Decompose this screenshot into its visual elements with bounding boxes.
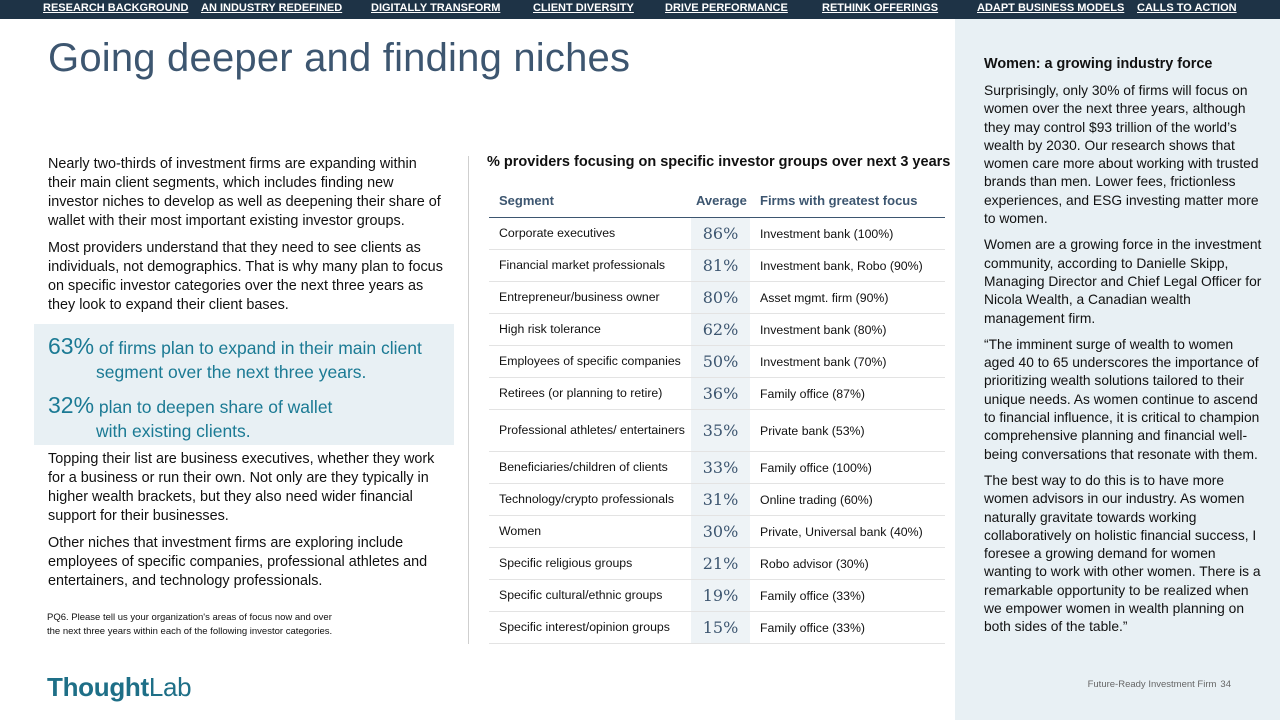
average-cell: 19% — [691, 580, 750, 611]
stat-callout — [34, 324, 454, 445]
footnote-line-1: PQ6. Please tell us your organization's areas of focus now and over — [47, 612, 332, 623]
footer-title: Future-Ready Investment Firm — [1087, 679, 1217, 690]
header-segment: Segment — [499, 193, 554, 208]
nav-research-background[interactable]: RESEARCH BACKGROUND — [43, 2, 189, 14]
segment-cell: Retirees (or planning to retire) — [499, 386, 663, 400]
nav-rethink-offerings[interactable]: RETHINK OFFERINGS — [822, 2, 939, 14]
footnote-line-2: the next three years within each of the following investor categories. — [47, 626, 333, 637]
segment-cell: Financial market professionals — [499, 258, 666, 272]
average-cell: 15% — [691, 612, 750, 643]
segment-cell: High risk tolerance — [499, 322, 601, 336]
sidebar-quote: The best way to do this is to have more women advisors in our industry. As women naturally gravitate towards working collaboratively on holistic financial success, I foresee a growing demand for women wanting to work with other women. There is a remarkable opportunity to be realized when we empower women in wealth planning on both sides of the table.” — [984, 472, 1261, 635]
segment-cell: Specific interest/opinion groups — [499, 620, 670, 634]
average-cell: 35% — [691, 410, 750, 451]
firms-cell: Online trading (60%) — [760, 492, 873, 507]
nav-an-industry-redefined[interactable]: AN INDUSTRY REDEFINED — [201, 2, 343, 14]
segment-cell: Beneficiaries/children of clients — [499, 460, 668, 474]
firms-cell: Investment bank (100%) — [760, 226, 894, 241]
table-row — [489, 452, 945, 484]
stat-deepen-percent: 32% — [48, 392, 95, 418]
body-text — [48, 450, 446, 599]
sidebar-paragraph: Surprisingly, only 30% of firms will focus on women over the next three years, although they may control $93 trillion of the world’s wealth by 2030. Our research shows that women care more about working with trusted brands than men. Lower fees, frictionless experiences, and ESG investing matter more to women. — [984, 83, 1259, 227]
stat-deepen — [48, 393, 332, 443]
firms-cell: Family office (87%) — [760, 386, 866, 401]
firms-cell: Investment bank (70%) — [760, 354, 887, 369]
average-cell: 62% — [691, 314, 750, 345]
table-row — [489, 282, 945, 314]
average-cell: 21% — [691, 548, 750, 579]
table-row — [489, 548, 945, 580]
firms-cell: Private, Universal bank (40%) — [760, 524, 923, 539]
page-title: Going deeper and finding niches — [48, 36, 631, 80]
table-row — [489, 346, 945, 378]
body-paragraph: Other niches that investment firms are exploring include employees of specific companies, professional athletes and entertainers, and technology professionals. — [48, 535, 428, 589]
page-footer — [1088, 679, 1231, 690]
nav-client-diversity[interactable]: CLIENT DIVERSITY — [533, 2, 634, 14]
sidebar-paragraph: Women are a growing force in the investment community, according to Danielle Skipp, Managing Director and Chief Legal Officer for Nicola Wealth, a Canadian wealth management firm. — [984, 237, 1262, 326]
logo-thought: Thought — [47, 672, 149, 702]
stat-expand-text: of firms plan to expand in their main client — [94, 338, 422, 358]
intro-paragraph: Nearly two-thirds of investment firms are expanding within their main client segments, which includes finding new investor niches to develop as well as deepening their share of wallet with their most important existing investor groups. — [48, 156, 441, 229]
segment-cell: Specific cultural/ethnic groups — [499, 588, 663, 602]
stat-expand — [48, 334, 422, 384]
header-average: Average — [696, 193, 747, 208]
header-firms: Firms with greatest focus — [760, 193, 918, 208]
segment-cell: Entrepreneur/business owner — [499, 290, 660, 304]
average-cell: 31% — [691, 484, 750, 515]
average-cell: 86% — [691, 218, 750, 249]
segment-cell: Technology/crypto professionals — [499, 492, 674, 506]
segment-cell: Employees of specific companies — [499, 354, 681, 368]
table-header — [489, 186, 945, 218]
segment-cell: Specific religious groups — [499, 556, 633, 570]
table-body — [489, 218, 945, 644]
intro-paragraph: Most providers understand that they need to see clients as individuals, not demographics. That is why many plan to focus on specific investor categories over the next three years as they look to expand their client bases. — [48, 240, 443, 313]
page-number: 34 — [1220, 679, 1231, 690]
table-row — [489, 378, 945, 410]
nav-digitally-transform[interactable]: DIGITALLY TRANSFORM — [371, 2, 501, 14]
average-cell: 36% — [691, 378, 750, 409]
firms-cell: Investment bank (80%) — [760, 322, 887, 337]
firms-cell: Family office (33%) — [760, 588, 866, 603]
average-cell: 50% — [691, 346, 750, 377]
table-row — [489, 612, 945, 644]
table-row — [489, 580, 945, 612]
average-cell: 30% — [691, 516, 750, 547]
table-title: % providers focusing on specific investor groups over next 3 years — [487, 154, 951, 170]
average-cell: 33% — [691, 452, 750, 483]
top-navigation — [0, 0, 1280, 19]
thoughtlab-logo — [47, 672, 191, 703]
stat-expand-text-2: segment over the next three years. — [96, 362, 367, 382]
segment-cell: Women — [499, 524, 542, 538]
firms-cell: Family office (100%) — [760, 460, 872, 475]
table-row — [489, 410, 945, 452]
nav-drive-performance[interactable]: DRIVE PERFORMANCE — [665, 2, 788, 14]
firms-cell: Private bank (53%) — [760, 423, 865, 438]
table-row — [489, 250, 945, 282]
firms-cell: Family office (33%) — [760, 620, 866, 635]
segment-cell: Professional athletes/ entertainers — [499, 423, 685, 437]
average-cell: 81% — [691, 250, 750, 281]
table-row — [489, 218, 945, 250]
sidebar-quote: “The imminent surge of wealth to women aged 40 to 65 underscores the importance of prioritizing wealth solutions tailored to their unique needs. As women continue to ascend to financial influence, it is critical to champion comprehensive planning and financial well-being conversations that resonate with them. — [984, 336, 1260, 462]
stat-deepen-text-2: with existing clients. — [96, 421, 251, 441]
stat-deepen-text: plan to deepen share of wallet — [94, 397, 333, 417]
nav-calls-to-action[interactable]: CALLS TO ACTION — [1137, 2, 1237, 14]
average-cell: 80% — [691, 282, 750, 313]
firms-cell: Asset mgmt. firm (90%) — [760, 290, 889, 305]
table-row — [489, 484, 945, 516]
footnote — [47, 611, 367, 639]
firms-cell: Robo advisor (30%) — [760, 556, 869, 571]
segment-cell: Corporate executives — [499, 226, 616, 240]
stat-expand-percent: 63% — [48, 333, 95, 359]
body-paragraph: Topping their list are business executives, whether they work for a business or run their own. Not only are they typically in higher wealth brackets, but they also need wider financial support for their businesses. — [48, 451, 435, 524]
sidebar-content — [984, 54, 1264, 645]
column-divider — [468, 156, 469, 644]
table-row — [489, 314, 945, 346]
table-row — [489, 516, 945, 548]
intro-text — [48, 155, 446, 323]
logo-lab: Lab — [148, 672, 192, 702]
investor-groups-table — [489, 186, 945, 644]
firms-cell: Investment bank, Robo (90%) — [760, 258, 923, 273]
nav-adapt-business-models[interactable]: ADAPT BUSINESS MODELS — [977, 2, 1125, 14]
sidebar-heading: Women: a growing industry force — [984, 56, 1213, 72]
